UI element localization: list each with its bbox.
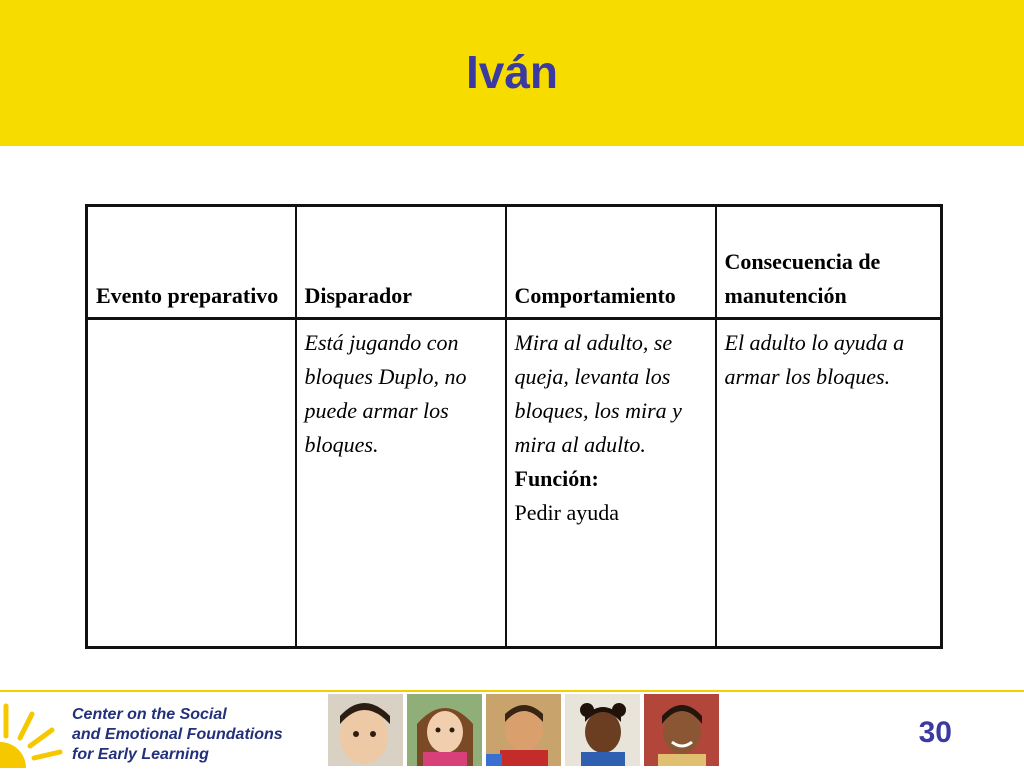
header-disparador: Disparador bbox=[296, 206, 506, 319]
child-photo-4 bbox=[565, 694, 640, 766]
cell-consecuencia: El adulto lo ayuda a armar los bloques. bbox=[716, 319, 942, 648]
child-photo-1 bbox=[328, 694, 403, 766]
abc-table bbox=[85, 204, 943, 649]
org-name bbox=[72, 705, 283, 765]
children-photos bbox=[328, 694, 723, 766]
child-photo-3 bbox=[486, 694, 561, 766]
cell-comportamiento bbox=[506, 319, 716, 648]
org-line-1: Center on the Social bbox=[72, 706, 227, 723]
page-number: 30 bbox=[918, 716, 952, 749]
header-comportamiento: Comportamiento bbox=[506, 206, 716, 319]
child-photo-2 bbox=[407, 694, 482, 766]
sun-logo-icon bbox=[0, 700, 66, 768]
table-header-row bbox=[87, 206, 942, 319]
header-evento: Evento preparativo bbox=[87, 206, 296, 319]
org-line-3: for Early Learning bbox=[72, 746, 209, 763]
comportamiento-text: Mira al adulto, se queja, levanta los bloques, los mira y mira al adulto. bbox=[514, 330, 682, 457]
cell-disparador: Está jugando con bloques Duplo, no puede armar los bloques. bbox=[296, 319, 506, 648]
table-row bbox=[87, 319, 942, 648]
slide-title: Iván bbox=[465, 46, 559, 98]
funcion-text: Pedir ayuda bbox=[514, 500, 619, 525]
cell-evento bbox=[87, 319, 296, 648]
org-line-2: and Emotional Foundations bbox=[72, 726, 283, 743]
child-photo-5 bbox=[644, 694, 719, 766]
funcion-label: Función: bbox=[514, 466, 599, 491]
header-consecuencia: Consecuencia de manutención bbox=[716, 206, 942, 319]
